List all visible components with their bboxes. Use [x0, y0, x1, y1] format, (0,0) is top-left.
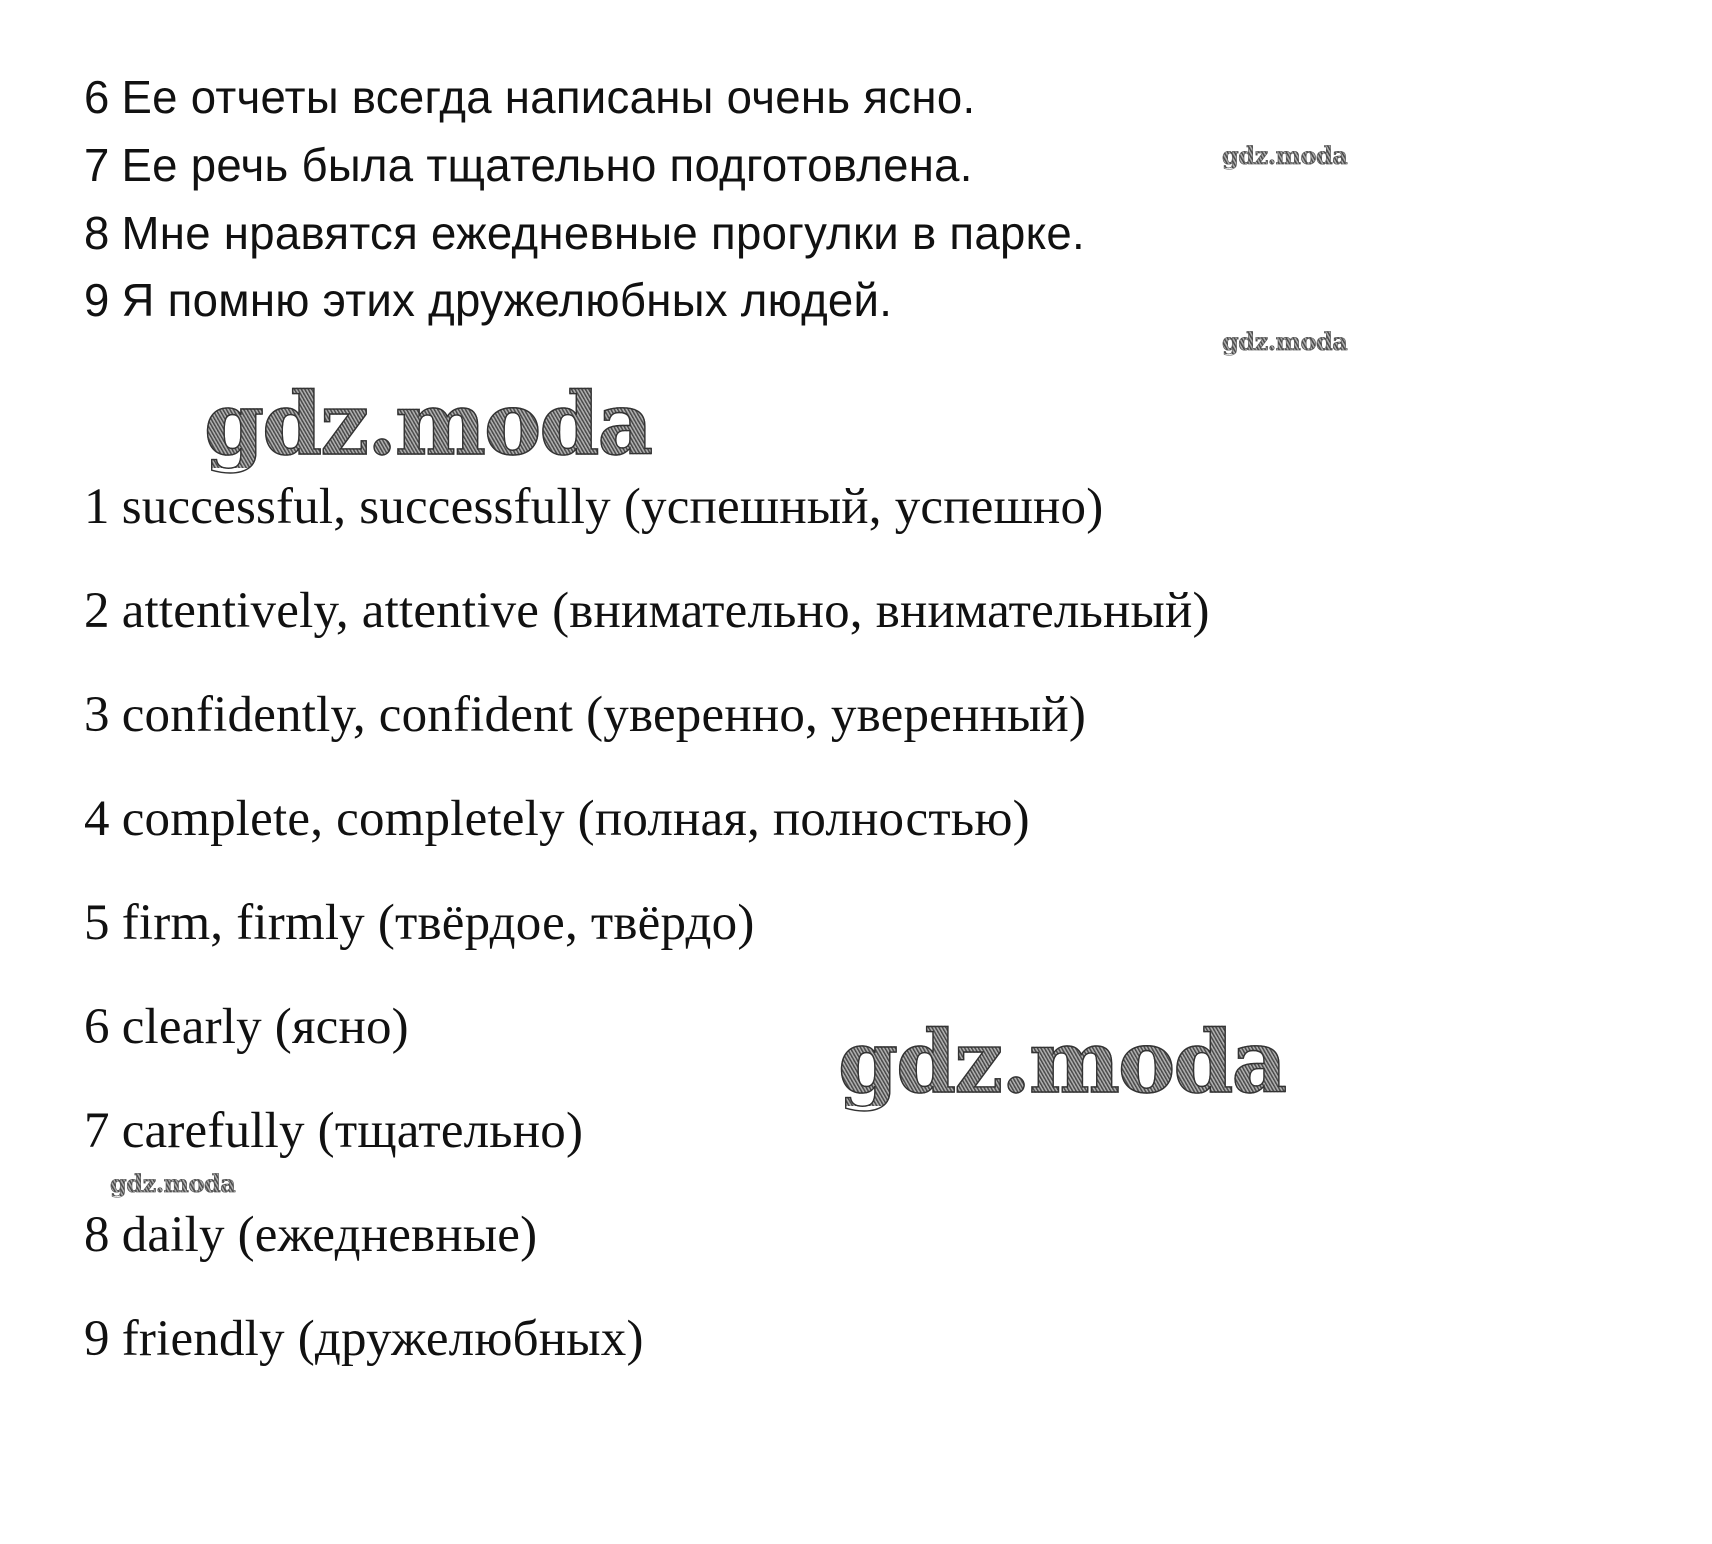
item-number: 4 [84, 791, 110, 847]
answer-text: successful, successfully (успешный, успешно) [121, 479, 1104, 535]
item-number: 8 [84, 1207, 110, 1263]
item-number: 9 [84, 1311, 110, 1367]
sentence-text: Ее отчеты всегда написаны очень ясно. [121, 71, 976, 123]
watermark-small: gdz.moda [1222, 141, 1348, 170]
answer-text: firm, firmly (твёрдое, твёрдо) [121, 895, 755, 951]
answer-8 [84, 1207, 538, 1263]
watermark-small: gdz.moda [1222, 327, 1348, 356]
answer-1 [84, 479, 1104, 535]
russian-sentence-6 [84, 71, 976, 123]
answer-text: complete, completely (полная, полностью) [121, 791, 1030, 847]
item-number: 9 [84, 274, 110, 326]
russian-sentence-9 [84, 274, 893, 326]
watermark-large: gdz.moda [204, 374, 652, 475]
item-number: 5 [84, 895, 110, 951]
answer-text: daily (ежедневные) [121, 1207, 538, 1263]
watermark-large: gdz.moda [838, 1012, 1286, 1113]
answer-2 [84, 583, 1210, 639]
item-number: 7 [84, 139, 110, 191]
russian-sentence-7 [84, 139, 973, 191]
answer-9 [84, 1311, 644, 1367]
answer-text: confidently, confident (уверенно, уверенный) [121, 687, 1087, 743]
item-number: 6 [84, 71, 110, 123]
answer-text: carefully (тщательно) [121, 1103, 584, 1159]
answer-text: friendly (дружелюбных) [121, 1311, 644, 1367]
answer-6 [84, 999, 409, 1055]
answer-7 [84, 1103, 584, 1159]
sentence-text: Я помню этих дружелюбных людей. [121, 274, 893, 326]
answer-4 [84, 791, 1030, 847]
item-number: 7 [84, 1103, 110, 1159]
item-number: 8 [84, 207, 110, 259]
item-number: 2 [84, 583, 110, 639]
answer-text: attentively, attentive (внимательно, внимательный) [121, 583, 1210, 639]
item-number: 1 [84, 479, 110, 535]
sentence-text: Мне нравятся ежедневные прогулки в парке. [121, 207, 1085, 259]
item-number: 6 [84, 999, 110, 1055]
sentence-text: Ее речь была тщательно подготовлена. [121, 139, 973, 191]
item-number: 3 [84, 687, 110, 743]
answer-text: clearly (ясно) [121, 999, 409, 1055]
answer-3 [84, 687, 1087, 743]
watermark-small: gdz.moda [110, 1169, 236, 1198]
russian-sentence-8 [84, 207, 1085, 259]
answer-5 [84, 895, 755, 951]
